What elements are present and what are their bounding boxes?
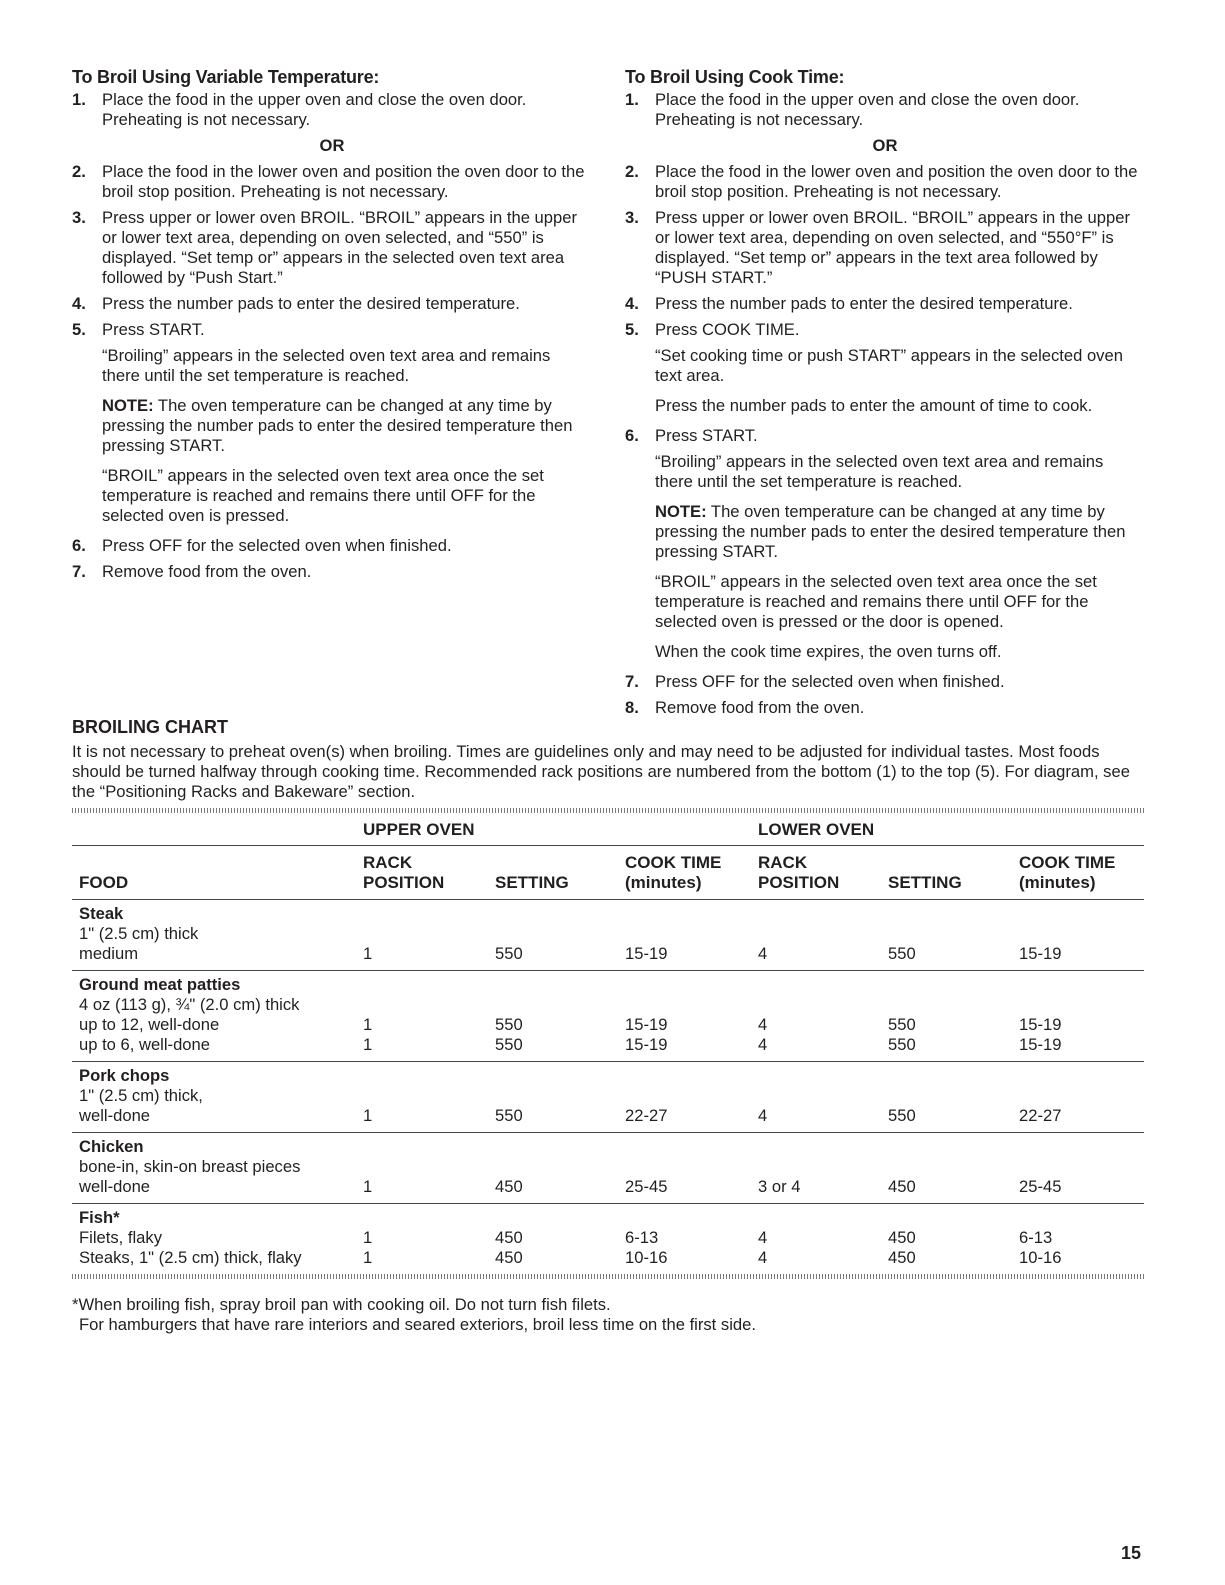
step-number: 2.	[72, 162, 86, 181]
lower-cook-time-cell: 15-19	[1019, 1035, 1062, 1054]
step-number: 3.	[72, 208, 86, 227]
step-detail: “Broiling” appears in the selected oven text area and remains there until the set temperature is reached.	[102, 346, 551, 385]
food-cell: Steaks, 1" (2.5 cm) thick, flaky	[79, 1248, 302, 1267]
upper-cook-time-cell: 10-16	[625, 1248, 668, 1267]
rack-header-line2: POSITION	[758, 873, 840, 892]
step-item	[72, 162, 592, 202]
variable-temperature-heading: To Broil Using Variable Temperature:	[72, 67, 380, 87]
upper-setting-cell: 450	[495, 1177, 523, 1196]
step-detail: “BROIL” appears in the selected oven text area once the set temperature is reached and remains there until OFF for the selected oven is pressed or the door is opened.	[655, 572, 1097, 631]
food-section-header	[72, 1066, 1144, 1086]
step-text: Press the number pads to enter the desired temperature.	[102, 294, 520, 313]
food-section-header	[72, 1208, 1144, 1228]
step-text: Press COOK TIME.	[655, 320, 800, 339]
lower-setting-cell: 550	[888, 944, 916, 963]
step-text: Remove food from the oven.	[102, 562, 312, 581]
step-text: Press upper or lower oven BROIL. “BROIL” appears in the upper or lower text area, depending on oven selected, and “550” is displayed. “Set temp or” appears in the selected oven text area followed by “Push Start.”	[102, 208, 577, 287]
table-row	[72, 1228, 1144, 1248]
step-number: 1.	[625, 90, 639, 109]
cook-time-section	[625, 66, 1145, 724]
food-cell: medium	[79, 944, 139, 963]
food-section-header	[72, 904, 1144, 924]
food-section	[72, 971, 1144, 1062]
note-label: NOTE:	[102, 396, 154, 415]
table-row	[72, 1035, 1144, 1055]
upper-rack-cell: 1	[363, 944, 373, 963]
food-cell: well-done	[79, 1106, 151, 1125]
step-item	[625, 672, 1145, 692]
broiling-chart-intro: It is not necessary to preheat oven(s) when broiling. Times are guidelines only and may need to be adjusted for individual tastes. Most foods should be turned halfway through cooking time. Recommended rack positions are numbered from the bottom (1) to the top (5). For diagram, see the “Positioning Racks and Bakeware” section.	[72, 742, 1130, 801]
note-text: The oven temperature can be changed at any time by pressing the number pads to enter the desired temperature then pressing START.	[102, 396, 573, 455]
lower-rack-cell: 4	[758, 1015, 768, 1034]
oven-group-header	[72, 813, 1144, 846]
step-number: 3.	[625, 208, 639, 227]
setting-header: SETTING	[888, 873, 962, 892]
table-row	[72, 1157, 1144, 1177]
food-cell: Filets, flaky	[79, 1228, 162, 1247]
table-row	[72, 944, 1144, 964]
step-number: 4.	[625, 294, 639, 313]
step-detail: “Broiling” appears in the selected oven text area and remains there until the set temperature is reached.	[655, 452, 1104, 491]
step-text: Press OFF for the selected oven when finished.	[655, 672, 1005, 691]
step-text: Press upper or lower oven BROIL. “BROIL” appears in the upper or lower text area, depending on oven selected, and “550°F” is displayed. “Set temp or” appears in the text area followed by “PUSH START.”	[655, 208, 1130, 287]
step-number: 2.	[625, 162, 639, 181]
step-number: 7.	[72, 562, 86, 581]
step-number: 6.	[625, 426, 639, 445]
upper-cook-time-cell: 25-45	[625, 1177, 668, 1196]
cook-time-header-line1: COOK TIME	[1019, 853, 1116, 872]
step-item	[625, 426, 1145, 446]
step-number: 8.	[625, 698, 639, 717]
or-separator: OR	[872, 136, 898, 155]
lower-cook-time-cell: 15-19	[1019, 944, 1062, 963]
step-item	[72, 294, 592, 314]
lower-setting-cell: 550	[888, 1106, 916, 1125]
step-number: 5.	[625, 320, 639, 339]
food-cell: bone-in, skin-on breast pieces	[79, 1157, 301, 1176]
step-item	[72, 562, 592, 582]
broiling-table	[72, 808, 1144, 1279]
food-cell: 1" (2.5 cm) thick	[79, 924, 199, 943]
step-number: 1.	[72, 90, 86, 109]
step-text: Press OFF for the selected oven when finished.	[102, 536, 452, 555]
step-number: 5.	[72, 320, 86, 339]
upper-cook-time-cell: 15-19	[625, 1035, 668, 1054]
step-detail: When the cook time expires, the oven turns off.	[655, 642, 1002, 661]
lower-rack-cell: 4	[758, 944, 768, 963]
step-text: Place the food in the lower oven and position the oven door to the broil stop position. Preheating is not necessary.	[655, 162, 1138, 201]
step-text: Press START.	[655, 426, 758, 445]
step-number: 6.	[72, 536, 86, 555]
cook-time-header-line1: COOK TIME	[625, 853, 722, 872]
lower-rack-cell: 4	[758, 1106, 768, 1125]
note-paragraph	[655, 502, 1145, 562]
table-row	[72, 1248, 1144, 1268]
food-header: FOOD	[79, 873, 129, 892]
upper-rack-cell: 1	[363, 1228, 373, 1247]
fish-footnote: *When broiling fish, spray broil pan with cooking oil. Do not turn fish filets.	[72, 1295, 611, 1314]
lower-cook-time-cell: 15-19	[1019, 1015, 1062, 1034]
upper-rack-cell: 1	[363, 1177, 373, 1196]
step-number: 7.	[625, 672, 639, 691]
food-section-header	[72, 975, 1144, 995]
lower-rack-cell: 3 or 4	[758, 1177, 801, 1196]
food-name: Ground meat patties	[79, 975, 241, 994]
lower-setting-cell: 550	[888, 1015, 916, 1034]
broiling-chart-title: BROILING CHART	[72, 717, 228, 737]
variable-temperature-section	[72, 66, 592, 588]
step-item	[625, 698, 1145, 718]
upper-cook-time-cell: 15-19	[625, 944, 668, 963]
table-body	[72, 900, 1144, 1274]
dotted-rule	[72, 1274, 1144, 1279]
table-row	[72, 995, 1144, 1015]
upper-setting-cell: 450	[495, 1228, 523, 1247]
upper-cook-time-cell: 22-27	[625, 1106, 668, 1125]
lower-setting-cell: 450	[888, 1228, 916, 1247]
lower-cook-time-cell: 10-16	[1019, 1248, 1062, 1267]
lower-rack-cell: 4	[758, 1248, 768, 1267]
step-item	[625, 294, 1145, 314]
upper-rack-cell: 1	[363, 1248, 373, 1267]
food-cell: 1" (2.5 cm) thick,	[79, 1086, 203, 1105]
note-text: The oven temperature can be changed at any time by pressing the number pads to enter the desired temperature then pressing START.	[655, 502, 1126, 561]
step-item	[72, 320, 592, 340]
hamburger-footnote: For hamburgers that have rare interiors and seared exteriors, broil less time on the first side.	[79, 1315, 756, 1334]
step-text: Press START.	[102, 320, 205, 339]
food-section	[72, 1062, 1144, 1133]
step-text: Place the food in the upper oven and close the oven door. Preheating is not necessary.	[655, 90, 1080, 129]
food-cell: well-done	[79, 1177, 151, 1196]
lower-rack-cell: 4	[758, 1035, 768, 1054]
lower-rack-cell: 4	[758, 1228, 768, 1247]
table-row	[72, 1086, 1144, 1106]
food-section	[72, 1133, 1144, 1204]
step-text: Place the food in the upper oven and close the oven door. Preheating is not necessary.	[102, 90, 527, 129]
table-row	[72, 1106, 1144, 1126]
table-row	[72, 1015, 1144, 1035]
cook-time-heading: To Broil Using Cook Time:	[625, 67, 845, 87]
upper-cook-time-cell: 6-13	[625, 1228, 659, 1247]
step-text: Remove food from the oven.	[655, 698, 865, 717]
step-item	[72, 90, 592, 130]
food-name: Steak	[79, 904, 124, 923]
cook-time-header-line2: (minutes)	[625, 873, 702, 892]
lower-cook-time-cell: 25-45	[1019, 1177, 1062, 1196]
upper-setting-cell: 450	[495, 1248, 523, 1267]
rack-header-line1: RACK	[363, 853, 413, 872]
upper-setting-cell: 550	[495, 1015, 523, 1034]
rack-header-line1: RACK	[758, 853, 808, 872]
food-name: Pork chops	[79, 1066, 170, 1085]
food-section	[72, 900, 1144, 971]
step-number: 4.	[72, 294, 86, 313]
note-label: NOTE:	[655, 502, 707, 521]
step-detail: “BROIL” appears in the selected oven text area once the set temperature is reached and remains there until OFF for the selected oven is pressed.	[102, 466, 544, 525]
lower-setting-cell: 450	[888, 1177, 916, 1196]
lower-cook-time-cell: 6-13	[1019, 1228, 1053, 1247]
food-cell: up to 6, well-done	[79, 1035, 210, 1054]
step-item	[625, 90, 1145, 130]
column-header-row	[72, 846, 1144, 900]
step-text: Place the food in the lower oven and position the oven door to the broil stop position. Preheating is not necessary.	[102, 162, 585, 201]
step-text: Press the number pads to enter the desired temperature.	[655, 294, 1073, 313]
or-separator: OR	[319, 136, 345, 155]
table-row	[72, 1177, 1144, 1197]
food-name: Chicken	[79, 1137, 144, 1156]
lower-setting-cell: 450	[888, 1248, 916, 1267]
step-detail: “Set cooking time or push START” appears in the selected oven text area.	[655, 346, 1123, 385]
step-item	[625, 208, 1145, 288]
upper-cook-time-cell: 15-19	[625, 1015, 668, 1034]
step-item	[625, 320, 1145, 340]
step-detail: Press the number pads to enter the amount of time to cook.	[655, 396, 1093, 415]
lower-cook-time-cell: 22-27	[1019, 1106, 1062, 1125]
food-section	[72, 1204, 1144, 1274]
upper-setting-cell: 550	[495, 944, 523, 963]
cook-time-header-line2: (minutes)	[1019, 873, 1096, 892]
upper-setting-cell: 550	[495, 1106, 523, 1125]
step-item	[72, 536, 592, 556]
food-cell: 4 oz (113 g), ¾" (2.0 cm) thick	[79, 995, 300, 1014]
lower-oven-label: LOWER OVEN	[758, 820, 875, 839]
upper-rack-cell: 1	[363, 1106, 373, 1125]
lower-setting-cell: 550	[888, 1035, 916, 1054]
food-section-header	[72, 1137, 1144, 1157]
upper-rack-cell: 1	[363, 1035, 373, 1054]
chart-footnotes	[72, 1295, 756, 1335]
step-item	[625, 162, 1145, 202]
food-cell: up to 12, well-done	[79, 1015, 220, 1034]
setting-header: SETTING	[495, 873, 569, 892]
rack-header-line2: POSITION	[363, 873, 445, 892]
table-row	[72, 924, 1144, 944]
step-item	[72, 208, 592, 288]
note-paragraph	[102, 396, 592, 456]
upper-rack-cell: 1	[363, 1015, 373, 1034]
food-name: Fish*	[79, 1208, 120, 1227]
page-number: 15	[1121, 1543, 1142, 1563]
upper-setting-cell: 550	[495, 1035, 523, 1054]
upper-oven-label: UPPER OVEN	[363, 820, 475, 839]
